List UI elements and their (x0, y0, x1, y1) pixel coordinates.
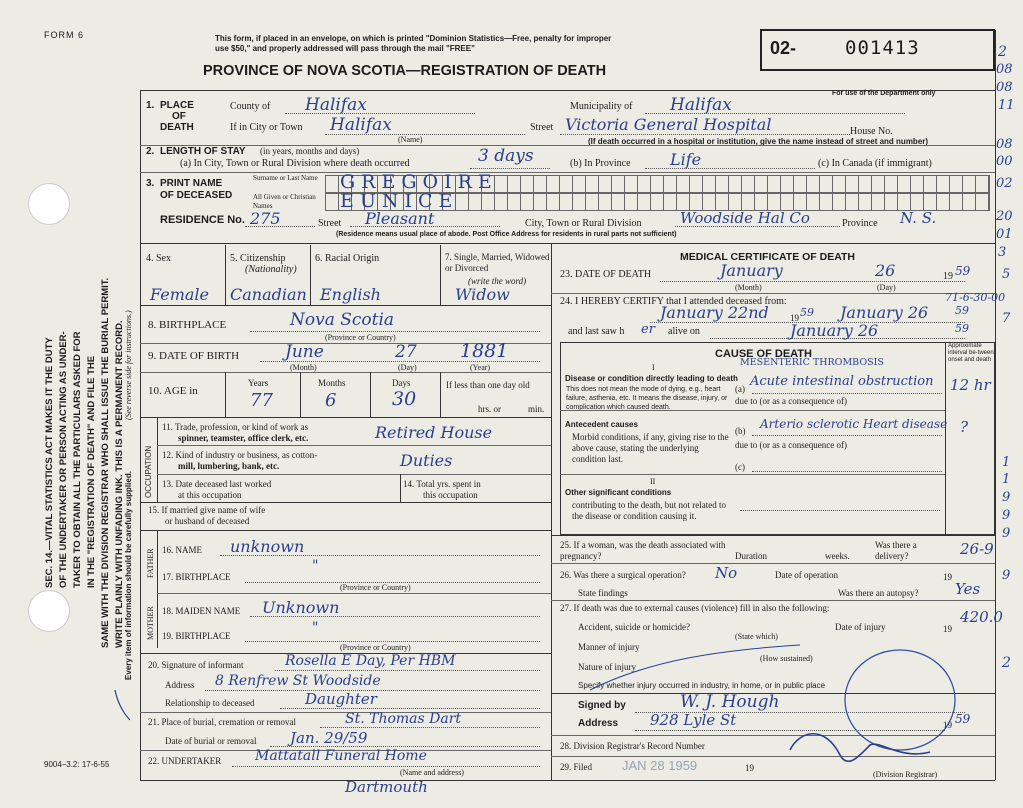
stay-note: (in years, months and days) (260, 146, 360, 156)
age-months: 6 (325, 390, 337, 411)
q26-label: 26. Was there a surgical operation? (560, 570, 686, 580)
q12-value: Duties (400, 451, 453, 470)
street-label: Street (530, 122, 554, 133)
margin-code-420: 420.0 (960, 608, 1003, 626)
lastsaw-her: er (641, 322, 655, 337)
margin-code-17: 9 (1002, 526, 1011, 541)
attend-to: January 26 (840, 303, 929, 322)
surname-label: Surname or Last Name (253, 174, 318, 182)
father-label: FATHER (146, 548, 155, 578)
racial-value: English (320, 285, 381, 304)
sidebar-line-2: OF THE UNDERTAKER OR PERSON ACTING AS UNDER- (58, 331, 69, 588)
margin-code-2: 08 (996, 62, 1013, 77)
death-day-caption: (Day) (877, 283, 896, 292)
less-day-label: If less than one day old (446, 380, 530, 390)
sex-label: 4. Sex (146, 253, 171, 264)
residence-caption: (Residence means usual place of abode. Post Office Address for residents in rural parts not sufficient) (336, 231, 677, 238)
delivery-label: Was there a delivery? (875, 540, 917, 561)
municipality-label: Municipality of (570, 101, 633, 112)
q18-label: 18. MAIDEN NAME (162, 606, 241, 616)
stay-c-label: (c) In Canada (if immigrant) (818, 158, 932, 169)
given-value: EUNICE (340, 190, 459, 212)
q22-value-2: Dartmouth (345, 778, 428, 796)
margin-code-71: 71-6-30-00 (945, 291, 1006, 304)
q16-value: unknown (230, 537, 305, 556)
stay-label: LENGTH OF STAY (160, 146, 246, 157)
cause-c-prefix: (c) (735, 462, 745, 472)
q17-label: 17. BIRTHPLACE (162, 572, 231, 582)
antecedent-note: Morbid conditions, if any, giving rise to the above cause, stating the underlying condition last. (572, 432, 729, 464)
margin-code-13: 1 (1002, 455, 1011, 470)
alive-label: alive on (668, 326, 700, 337)
margin-code-14: 1 (1002, 472, 1011, 487)
attend-from: January 22nd (660, 303, 769, 322)
sidebar-line-4: IN THE "REGISTRATION OF DEATH" AND FILE THE (86, 355, 97, 588)
margin-code-6: 00 (996, 154, 1013, 169)
dob-month: June (285, 342, 324, 362)
sidebar-line-5: SAME WITH THE DIVISION REGISTRAR WHO SHALL ISSUE THE BURIAL PERMIT. (100, 277, 111, 648)
cause-a-top: MESENTERIC THROMBOSIS (740, 357, 884, 368)
q15-label: 15. If married give name of wife (148, 505, 266, 515)
specify-label: Specify whether injury occurred in industry, in home, or in public place (578, 681, 826, 690)
death-month-caption: (Month) (735, 283, 762, 292)
cause-b-interval: ? (960, 418, 969, 436)
physician-address-label: Address (578, 718, 619, 729)
sex-value: Female (150, 285, 209, 304)
q15-label-b: or husband of deceased (165, 516, 250, 526)
autopsy-label: Was there an autopsy? (838, 588, 919, 598)
name-label-a: PRINT NAME (160, 178, 223, 189)
name-label-b: OF DECEASED (160, 190, 233, 201)
division-caption: (Division Registrar) (873, 770, 938, 779)
dob-label: 9. DATE OF BIRTH (148, 350, 240, 362)
cause-a-prefix: (a) (735, 384, 745, 394)
q21-label: 21. Place of burial, cremation or removal (148, 717, 296, 727)
lastsaw-year: 59 (955, 322, 969, 335)
stay-number: 2. (146, 146, 155, 157)
margin-code-9: 01 (996, 227, 1013, 242)
mail-note-2: use $50," and properly addressed will pass through the mail "FREE" (215, 44, 475, 53)
q11-label: 11. Trade, profession, or kind of work as (162, 422, 309, 432)
city-label: If in City or Town (230, 122, 303, 133)
city-value: Halifax (330, 115, 392, 135)
physician-year-prefix: 19 (943, 720, 952, 730)
operation-year-prefix: 19 (943, 572, 952, 582)
place-label-a: PLACE (160, 100, 194, 111)
registration-number: 001413 (845, 37, 920, 59)
q16-label: 16. NAME (162, 545, 202, 555)
age-days: 30 (392, 388, 417, 410)
q18-value: Unknown (262, 598, 340, 617)
findings-label: State findings (578, 588, 628, 598)
manner-label: Manner of injury (578, 642, 640, 652)
q19-caption: (Province or Country) (340, 643, 411, 652)
operation-date-label: Date of operation (775, 570, 838, 580)
q20-value: Rosella E Day, Per HBM (285, 653, 456, 669)
q14-label: 14. Total yrs. spent in (403, 479, 481, 489)
physician-year: 59 (955, 712, 971, 726)
interval-label: Approximate interval be-tween onset and death (948, 343, 994, 363)
residence-city-label: City, Town or Rural Division (525, 218, 642, 229)
q17-value: " (312, 558, 319, 574)
roman-one: I (652, 363, 655, 372)
house-label: House No. (850, 126, 893, 137)
lastsaw-value: January 26 (790, 321, 879, 340)
autopsy-value: Yes (955, 580, 981, 598)
age-years: 77 (250, 390, 273, 411)
roman-two: II (650, 477, 656, 486)
q22-value: Mattatall Funeral Home (255, 748, 427, 764)
due-to-1: due to (or as a consequence of) (735, 396, 847, 406)
informant-address-value: 8 Renfrew St Woodside (215, 673, 381, 689)
q17-caption: (Province or Country) (340, 583, 411, 592)
dob-month-caption: (Month) (290, 363, 317, 372)
residence-province-label: Province (842, 218, 878, 229)
attend-from-year: 59 (800, 306, 814, 319)
attend-to-year: 59 (955, 304, 969, 317)
state-which: (State which) (735, 632, 778, 641)
q28-label: 28. Division Registrar's Record Number (560, 741, 705, 751)
margin-code-18: 9 (1002, 568, 1011, 583)
hrs-label: hrs. or (478, 404, 501, 414)
sidebar-line-3: TAKER TO OBTAIN ALL THE PARTICULARS ASKED FOR (72, 331, 83, 588)
sidebar-line-7: Every item of information should be carefully supplied. (124, 471, 133, 680)
residence-number: 275 (250, 209, 281, 228)
how-caption: (How sustained) (760, 654, 813, 663)
dob-day: 27 (395, 342, 417, 362)
margin-code-7: 02 (996, 176, 1013, 191)
county-label: County of (230, 101, 271, 112)
q19-value: " (312, 620, 319, 636)
stay-a-value: 3 days (478, 146, 534, 166)
duration-label: Duration (735, 551, 767, 561)
age-label: 10. AGE in (148, 385, 198, 397)
q23-label: 23. DATE OF DEATH (560, 269, 652, 280)
print-code: 9004–3.2: 17-6-55 (44, 760, 110, 769)
marital-value: Widow (455, 285, 510, 304)
informant-address-label: Address (165, 680, 195, 690)
death-year: 59 (955, 264, 971, 278)
relationship-value: Daughter (305, 690, 377, 708)
attend-from-year-prefix: 19 (790, 313, 799, 323)
margin-code-8: 20 (996, 209, 1013, 224)
residence-province-value: N. S. (900, 209, 937, 227)
other-note: contributing to the death, but not related to the disease or condition causing it. (572, 500, 726, 521)
q27-label: 27. If death was due to external causes (violence) fill in also the following: (560, 603, 830, 613)
form-number: FORM 6 (44, 30, 85, 40)
q11-label-b: spinner, teamster, office clerk, etc. (178, 433, 309, 443)
q20-label: 20. Signature of informant (148, 660, 244, 670)
cause-b-value: Arterio sclerotic Heart disease (760, 417, 948, 431)
q21-value: St. Thomas Dart (345, 711, 462, 727)
q26-value: No (715, 564, 738, 582)
cause-a-interval: 12 hr (950, 376, 991, 394)
physician-address-value: 928 Lyle St (650, 711, 737, 729)
citizenship-note: (Nationality) (245, 264, 297, 275)
q22-caption: (Name and address) (400, 768, 464, 777)
filed-stamp: JAN 28 1959 (622, 758, 698, 773)
years-label: Years (248, 378, 269, 388)
margin-code-15: 9 (1002, 490, 1011, 505)
place-number: 1. (146, 100, 155, 111)
margin-code-12: 7 (1002, 311, 1011, 326)
citizenship-value: Canadian (230, 285, 307, 304)
margin-code-5: 08 (996, 137, 1013, 152)
binder-hole-bottom (28, 590, 70, 632)
dob-year-caption: (Year) (470, 363, 491, 372)
death-day: 26 (875, 261, 896, 280)
department-use-note: For use of the Department only (832, 90, 936, 97)
q14-label-b: this occupation (423, 490, 478, 500)
marital-note: (write the word) (468, 276, 527, 286)
racial-label: 6. Racial Origin (315, 253, 380, 264)
residence-street-value: Pleasant (365, 209, 435, 228)
mother-label: MOTHER (146, 606, 155, 640)
accident-label: Accident, suicide or homicide? (578, 622, 690, 632)
given-label: All Given or Christian Names (253, 193, 316, 210)
injury-date-label: Date of injury (835, 622, 886, 632)
q24-label: 24. I HEREBY CERTIFY that I attended deceased from: (560, 296, 787, 307)
sidebar-line-1: SEC. 14.—VITAL STATISTICS ACT MAKES IT THE DUTY (44, 337, 55, 588)
sidebar-line-8: (See reverse side for instructions.) (124, 310, 133, 420)
street-value: Victoria General Hospital (565, 115, 772, 134)
injury-year-prefix: 19 (943, 624, 952, 634)
marital-label: 7. Single, Married, Widowed or Divorced (445, 252, 550, 273)
q22-label: 22. UNDERTAKER (148, 756, 222, 766)
margin-code-10: 3 (998, 245, 1007, 260)
death-year-prefix: 19 (943, 271, 953, 282)
occupation-side-label: OCCUPATION (144, 445, 153, 498)
signed-label: Signed by (578, 700, 626, 711)
cause-a-value: Acute intestinal obstruction (750, 374, 934, 389)
margin-code-1: 2 (998, 44, 1007, 60)
disease-label: Disease or condition directly leading to death (565, 374, 738, 383)
margin-code-19: 2 (1002, 655, 1011, 671)
page-title: PROVINCE OF NOVA SCOTIA—REGISTRATION OF DEATH (203, 63, 607, 79)
birthplace-label: 8. BIRTHPLACE (148, 319, 227, 331)
months-label: Months (318, 378, 346, 388)
margin-code-3: 08 (996, 80, 1013, 95)
min-label: min. (528, 404, 545, 414)
due-to-2: due to (or as a consequence of) (735, 440, 847, 450)
filed-year-prefix: 19 (745, 763, 754, 773)
q12-label-b: mill, lumbering, bank, etc. (178, 461, 280, 471)
residence-label: RESIDENCE No. (160, 214, 245, 226)
municipality-value: Halifax (670, 95, 732, 115)
q12-label: 12. Kind of industry or business, as cotton- (162, 450, 318, 460)
mail-note-1: This form, if placed in an envelope, on which is printed "Dominion Statistics—Free, penalty for improper (215, 34, 612, 43)
birthplace-caption: (Province or Country) (325, 333, 396, 342)
relationship-label: Relationship to deceased (165, 698, 255, 708)
other-label: Other significant conditions (565, 488, 672, 497)
death-month: January (720, 261, 783, 280)
nature-label: Nature of injury (578, 662, 636, 672)
stay-a-label: (a) In City, Town or Rural Division where death occurred (180, 158, 410, 169)
weeks-label: weeks. (825, 551, 850, 561)
stay-b-value: Life (670, 150, 702, 169)
dob-day-caption: (Day) (398, 363, 417, 372)
margin-code-26: 26-9 (960, 540, 994, 558)
q13-label: 13. Date deceased last worked (162, 479, 272, 489)
burial-date-label: Date of burial or removal (165, 736, 257, 746)
burial-date-value: Jan. 29/59 (290, 729, 368, 747)
place-label-c: DEATH (160, 122, 194, 133)
days-label: Days (392, 378, 411, 388)
hospital-caption: (If death occurred in a hospital or institution, give the name instead of street and number) (588, 137, 929, 146)
signed-value: W. J. Hough (680, 692, 780, 712)
disease-note: This does not mean the mode of dying, e.g., heart failure, asthenia, etc. It means the disease, injury, or complication which caused death. (566, 386, 728, 411)
stay-b-label: (b) In Province (570, 158, 631, 169)
name-caption: (Name) (398, 135, 423, 144)
q19-label: 19. BIRTHPLACE (162, 631, 231, 641)
county-value: Halifax (305, 95, 367, 115)
sidebar-line-6: WRITE PLAINLY WITH UNFADING INK. THIS IS A PERMANENT RECORD. (114, 320, 125, 648)
margin-code-16: 9 (1002, 508, 1011, 523)
q29-label: 29. Filed (560, 762, 593, 772)
residence-city-value: Woodside Hal Co (680, 209, 810, 227)
name-number: 3. (146, 178, 155, 189)
residence-street-label: Street (318, 218, 342, 229)
margin-code-11: 5 (1002, 267, 1011, 282)
place-label-b: OF (172, 111, 186, 122)
birthplace-value: Nova Scotia (290, 310, 395, 330)
antecedent-label: Antecedent causes (565, 420, 638, 429)
q13-label-b: at this occupation (178, 490, 242, 500)
q25-label: 25. If a woman, was the death associated with pregnancy? (560, 540, 726, 561)
dob-year: 1881 (460, 340, 509, 362)
q11-value: Retired House (375, 423, 493, 442)
registration-prefix: 02- (770, 38, 797, 58)
margin-code-4: 11 (998, 98, 1015, 113)
surname-value: GREGOIRE (340, 171, 498, 193)
lastsaw-label: and last saw h (568, 326, 625, 337)
cause-title: CAUSE OF DEATH (715, 348, 812, 360)
medical-title: MEDICAL CERTIFICATE OF DEATH (680, 251, 855, 263)
citizenship-label: 5. Citizenship (230, 253, 286, 264)
binder-hole-top (28, 183, 70, 225)
cause-b-prefix: (b) (735, 426, 746, 436)
